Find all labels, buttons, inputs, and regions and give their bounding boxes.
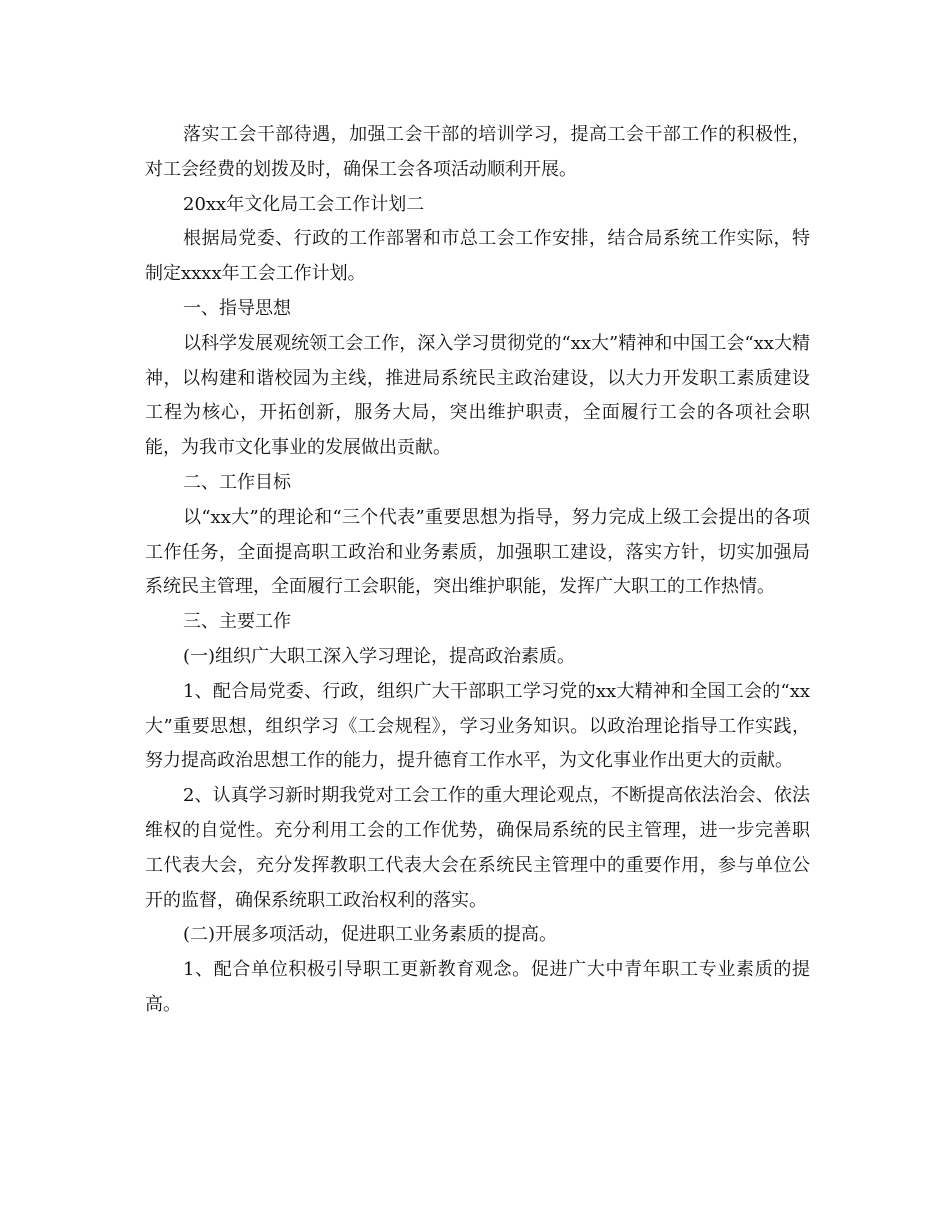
paragraph: 1、配合单位积极引导职工更新教育观念。促进广大中青年职工专业素质的提高。: [145, 959, 810, 1015]
paragraph: 1、配合局党委、行政，组织广大干部职工学习党的xx大精神和全国工会的“xx大”重要思想，组织学习《工会规程》，学习业务知识。以政治理论指导工作实践，努力提高政治思想工作的能力，提升德育工作水平，为文化事业作出更大的贡献。: [145, 680, 810, 772]
paragraph: 落实工会干部待遇，加强工会干部的培训学习，提高工会干部工作的积极性，对工会经费的划拨及时，确保工会各项活动顺利开展。: [145, 124, 810, 180]
section-subtitle: 20xx年文化局工会工作计划二: [183, 193, 425, 215]
section-heading: 一、指导思想: [183, 297, 291, 319]
paragraph: 根据局党委、行政的工作部署和市总工会工作安排，结合局系统工作实际，特制定xxxx年工会工作计划。: [145, 228, 810, 285]
section-heading: 二、工作目标: [183, 471, 291, 493]
paragraph: 以“xx大”的理论和“三个代表”重要思想为指导，努力完成上级工会提出的各项工作任务，全面提高职工政治和业务素质，加强职工建设，落实方针，切实加强局系统民主管理，全面履行工会职能，突出维护职能，发挥广大职工的工作热情。: [145, 506, 810, 598]
subsection-heading: (一)组织广大职工深入学习理论，提高政治素质。: [183, 645, 576, 667]
subsection-heading: (二)开展多项活动，促进职工业务素质的提高。: [183, 924, 558, 946]
paragraph: 2、认真学习新时期我党对工会工作的重大理论观点，不断提高依法治会、依法维权的自觉性。充分利用工会的工作优势，确保局系统的民主管理，进一步完善职工代表大会，充分发挥教职工代表大会在系统民主管理中的重要作用，参与单位公开的监督，确保系统职工政治权利的落实。: [145, 785, 810, 911]
paragraph: 以科学发展观统领工会工作，深入学习贯彻党的“xx大”精神和中国工会“xx大精神，以构建和谐校园为主线，推进局系统民主政治建设，以大力开发职工素质建设工程为核心，开拓创新，服务大局，突出维护职责，全面履行工会的各项社会职能，为我市文化事业的发展做出贡献。: [145, 332, 810, 459]
section-heading: 三、主要工作: [183, 611, 291, 633]
document-body: [145, 118, 810, 1023]
